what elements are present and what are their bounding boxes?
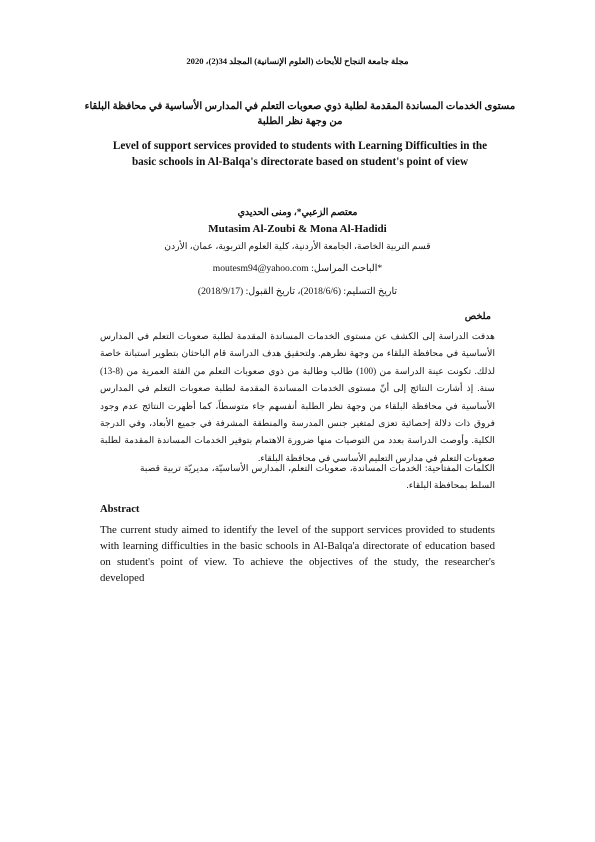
abstract-heading-english: Abstract bbox=[100, 504, 140, 515]
authors-english: Mutasim Al-Zoubi & Mona Al-Hadidi bbox=[208, 223, 387, 235]
abstract-arabic: هدفت الدراسة إلى الكشف عن مستوى الخدمات المساندة المقدمة لطلبة صعوبات التعلم في المدارس الأساسية في محافظة البلقاء من وجهة نظرهم. ولتحقيق هدف الدراسة قام الباحثان بتطوير استبانة خاصة لذلك. تكونت عينة الدراسة من (100) طالب وطالبة من ذوي صعوبات التعلم من الفئة العمرية من (8-13) سنة. إذ أشارت النتائج إلى أنّ مستوى الخدمات المساندة المقدمة لطلبة صعوبات التعلم في المدارس الأساسية في محافظة البلقاء من وجهة نظر الطلبة أنفسهم جاء متوسطاً، كما أظهرت النتائج عدم وجود فروق ذات دلالة إحصائية تعزى لمتغير جنس المدرسة والمنطقة المشرفة في جميع الأبعاد، وفي الدرجة الكلية. وأوصت الدراسة بعدد من التوصيات منها ضرورة الاهتمام بتوفير الخدمات المساندة المقدمة لطلبة صعوبات التعلم في مدارس التعليم الأساسي في محافظة البلقاء. bbox=[100, 331, 495, 463]
submission-dates: تاريخ التسليم: (2018/6/6)، تاريخ القبول: (2018/9/17) bbox=[197, 286, 398, 297]
journal-header: مجلة جامعة النجاح للأبحاث (العلوم الإنسانية) المجلد 34(2)، 2020 bbox=[186, 56, 409, 66]
abstract-english: The current study aimed to identify the level of the support services provided to students with learning difficulties in the basic schools in Al-Balqa'a directorate of education based on student's point of view. To achieve the objectives of the study, the researcher's developed bbox=[100, 524, 495, 584]
keywords-arabic: الكلمات المفتاحية: الخدمات المساندة، صعوبات التعلم، المدارس الأساسيّة، مديريّة تربية قصبة السلط بمحافظة البلقاء. bbox=[140, 463, 495, 490]
affiliation: قسم التربية الخاصة، الجامعة الأردنية، كلية العلوم التربوية، عمان، الأردن bbox=[164, 241, 431, 251]
article-title-arabic: مستوى الخدمات المساندة المقدمة لطلبة ذوي صعوبات التعلم في المدارس الأساسية في محافظة البلقاء من وجهة نظر الطلبة bbox=[84, 101, 516, 127]
corresponding-author: *الباحث المراسل: moutesm94@yahoo.com bbox=[212, 263, 383, 274]
article-title-english: Level of support services provided to students with Learning Difficulties in the basic schools in Al-Balqa's directorate based on student's point of view bbox=[112, 140, 488, 168]
authors-arabic: معتصم الزعبي*، ومنى الحديدي bbox=[237, 208, 358, 218]
abstract-heading-arabic: ملخص bbox=[464, 311, 491, 322]
